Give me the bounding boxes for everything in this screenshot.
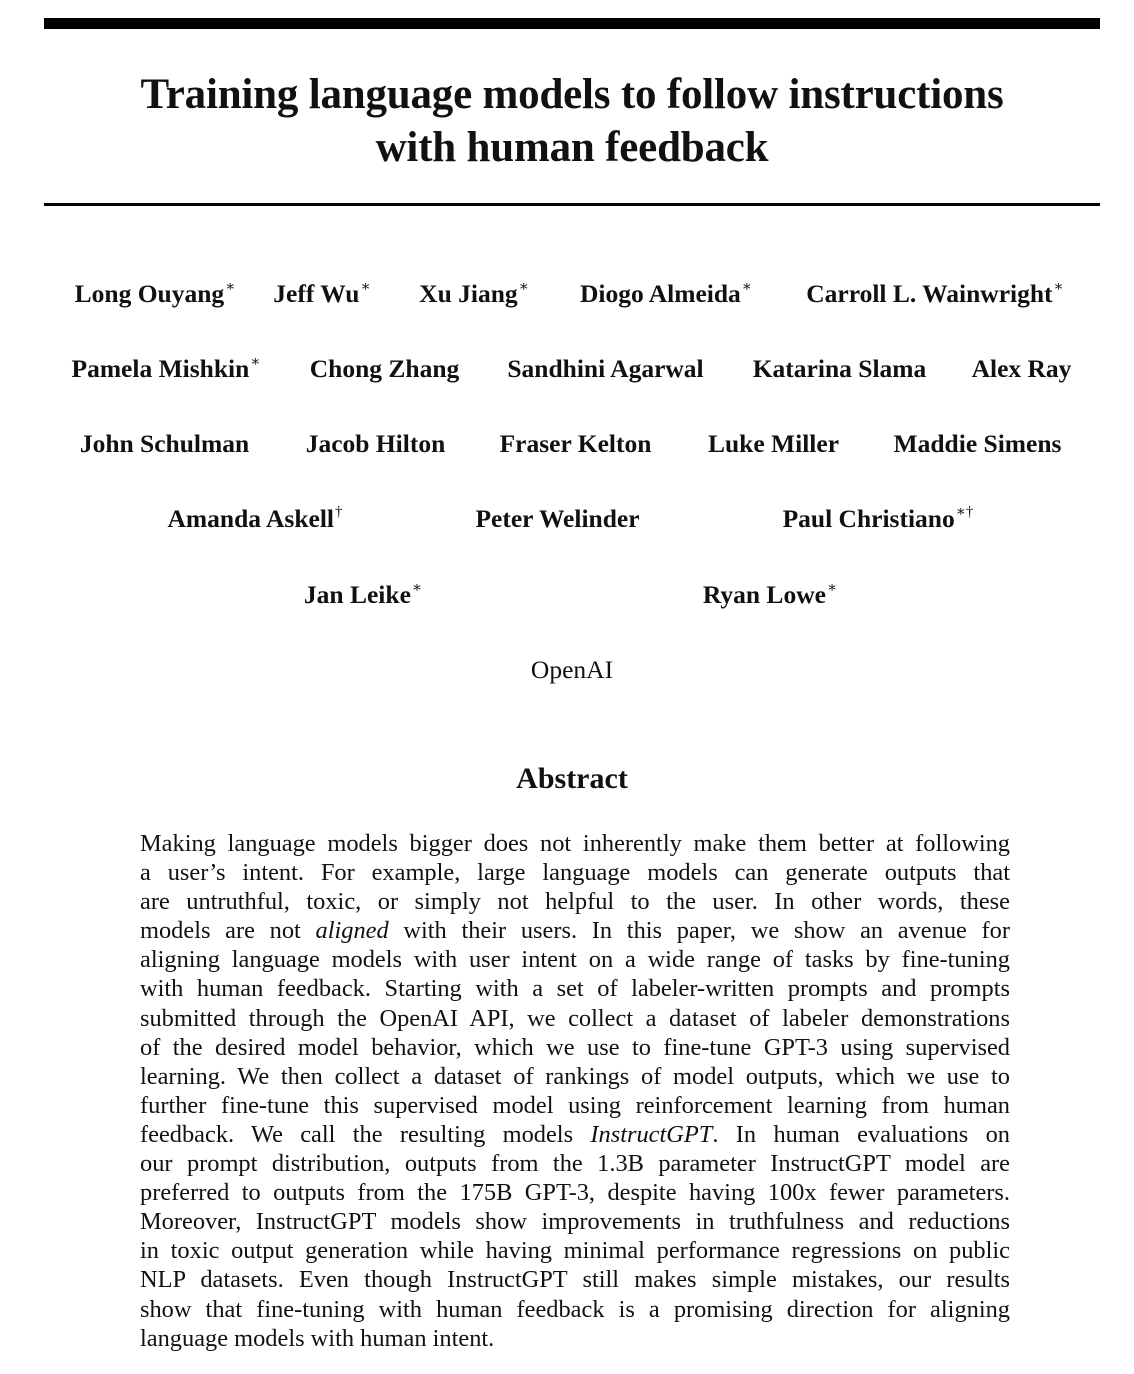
author-name: Katarina Slama <box>752 354 927 383</box>
author-mark: ∗ <box>411 579 423 596</box>
author <box>168 502 343 536</box>
author-mark: ∗ <box>225 278 236 295</box>
title-line-1: Training language models to follow instructions <box>140 71 1004 118</box>
abstract-emphasis: InstructGPT <box>590 1120 713 1148</box>
author <box>273 277 370 311</box>
abstract-line <box>140 1091 1010 1120</box>
abstract-text: of the desired model behavior, which we use to fine-tune GPT-3 using supervised <box>140 1033 1010 1061</box>
abstract-text: NLP datasets. Even though InstructGPT still makes simple mistakes, our results <box>140 1266 1010 1294</box>
abstract-line <box>140 1324 1010 1353</box>
author <box>894 427 1063 461</box>
abstract-line <box>140 1207 1010 1236</box>
abstract-line <box>140 1120 1010 1149</box>
abstract-line <box>140 1265 1010 1294</box>
author-mark: ∗ <box>518 278 529 295</box>
abstract-text: in toxic output generation while having minimal performance regressions on public <box>140 1237 1010 1265</box>
author-name: Jacob Hilton <box>305 429 446 458</box>
abstract-text: further fine-tune this supervised model using reinforcement learning from human <box>140 1091 1010 1119</box>
abstract-line <box>140 1062 1010 1091</box>
author-mark: ∗ <box>360 278 371 295</box>
abstract-text: show that fine-tuning with human feedback is a promising direction for aligning <box>140 1295 1010 1323</box>
author-row-2 <box>44 352 1100 386</box>
abstract-text: are untruthful, toxic, or simply not helpful to the user. In other words, these <box>140 888 1010 916</box>
author-name: Paul Christiano <box>782 504 955 533</box>
abstract-text: with human feedback. Starting with a set of labeler-written prompts and prompts <box>140 975 1010 1003</box>
abstract-line <box>140 974 1010 1003</box>
author-mark: ∗ <box>250 353 261 370</box>
author-name: Jan Leike <box>303 580 411 609</box>
author-row-4 <box>44 502 1100 536</box>
author <box>419 277 529 311</box>
abstract-line <box>140 1033 1010 1062</box>
author-mark: ∗ <box>826 579 838 596</box>
abstract-line <box>140 1178 1010 1207</box>
abstract-line <box>140 1149 1010 1178</box>
abstract-line <box>140 916 1010 945</box>
author-name: Carroll L. Wainwright <box>806 279 1053 308</box>
author <box>475 502 640 536</box>
author-row-1 <box>44 277 1100 311</box>
author-name: Jeff Wu <box>273 279 360 308</box>
abstract-line <box>140 887 1010 916</box>
author <box>507 352 704 386</box>
abstract-text: Making language models bigger does not inherently make them better at following <box>140 830 1010 857</box>
abstract-text: language models with human intent. <box>140 1324 495 1352</box>
abstract-heading: Abstract <box>516 762 628 795</box>
author-name: Ryan Lowe <box>702 580 826 609</box>
author <box>580 277 752 311</box>
author-name: Alex Ray <box>971 354 1072 383</box>
author-mark: ∗ <box>741 278 752 295</box>
paper-title <box>44 68 1100 174</box>
author-row-5 <box>44 578 1100 612</box>
abstract-line <box>140 1236 1010 1265</box>
top-rule <box>44 18 1100 29</box>
author-row-3 <box>44 427 1100 461</box>
author-name: Xu Jiang <box>419 279 518 308</box>
abstract-text: Moreover, InstructGPT models show improvements in truthfulness and reductions <box>140 1208 1010 1236</box>
author-name: Amanda Askell <box>167 504 334 533</box>
author <box>71 352 260 386</box>
abstract-text: our prompt distribution, outputs from the 1.3B parameter InstructGPT model are <box>140 1150 1010 1178</box>
abstract-text: preferred to outputs from the 175B GPT-3, despite having 100x fewer parameters. <box>140 1179 1010 1207</box>
author <box>310 352 461 386</box>
author <box>304 578 422 612</box>
title-bottom-rule <box>44 203 1100 206</box>
author-name: Diogo Almeida <box>580 279 741 308</box>
abstract-text: with their users. In this paper, we show an avenue for <box>388 917 1010 945</box>
abstract-text: a user’s intent. For example, large language models can generate outputs that <box>140 859 1010 887</box>
abstract-text: models are not <box>140 917 316 945</box>
author-name: Fraser Kelton <box>499 429 652 458</box>
author-name: Luke Miller <box>707 429 840 458</box>
author <box>708 427 840 461</box>
author-mark: ∗ <box>1053 278 1064 295</box>
author <box>75 277 236 311</box>
author-name: Maddie Simens <box>893 429 1062 458</box>
author <box>753 352 928 386</box>
abstract-emphasis: aligned <box>315 917 389 945</box>
author <box>806 277 1064 311</box>
author <box>972 352 1073 386</box>
abstract-text: feedback. We call the resulting models <box>140 1120 591 1148</box>
author-name: Long Ouyang <box>74 279 225 308</box>
abstract-line <box>140 1295 1010 1324</box>
abstract-line <box>140 858 1010 887</box>
abstract-line <box>140 829 1010 858</box>
author-name: Peter Welinder <box>475 504 640 533</box>
abstract-text: submitted through the OpenAI API, we collect a dataset of labeler demonstrations <box>140 1004 1010 1032</box>
author-mark: † <box>335 503 343 520</box>
author <box>306 427 447 461</box>
author-mark: ∗† <box>955 503 974 520</box>
abstract-line <box>140 945 1010 974</box>
abstract-text: aligning language models with user intent on a wide range of tasks by fine-tuning <box>140 946 1010 974</box>
affiliation: OpenAI <box>530 655 614 684</box>
author <box>703 578 837 612</box>
abstract-text: learning. We then collect a dataset of rankings of model outputs, which we use to <box>140 1062 1010 1090</box>
abstract-line <box>140 1004 1010 1033</box>
title-line-2: with human feedback <box>375 124 769 171</box>
abstract-body <box>140 829 1010 1353</box>
author <box>783 502 974 536</box>
author-name: Sandhini Agarwal <box>507 354 704 383</box>
abstract-text: . In human evaluations on <box>712 1120 1010 1148</box>
author <box>500 427 653 461</box>
author-name: Chong Zhang <box>309 354 460 383</box>
author-name: Pamela Mishkin <box>71 354 250 383</box>
author <box>80 427 250 461</box>
author-name: John Schulman <box>79 429 250 458</box>
